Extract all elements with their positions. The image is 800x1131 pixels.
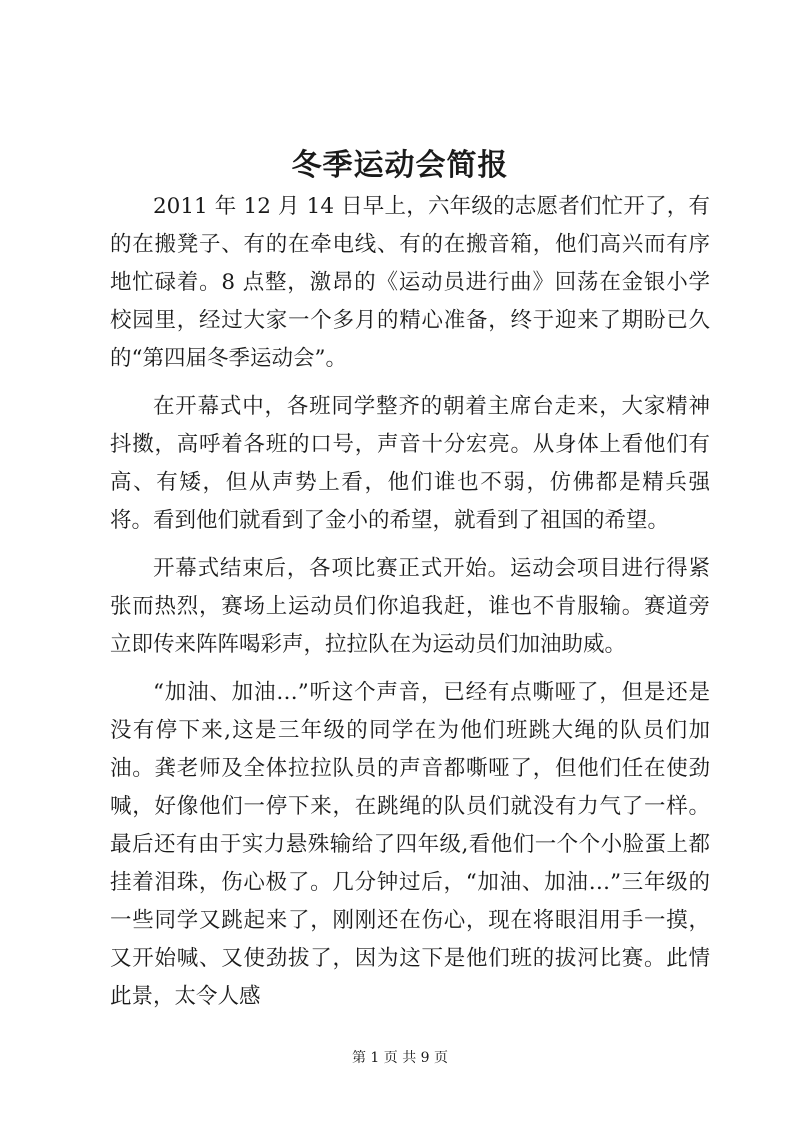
document-title: 冬季运动会简报 bbox=[291, 148, 509, 183]
paragraph-1: 2011 年 12 月 14 日早上，六年级的志愿者们忙开了，有的在搬凳子、有的在牵电线、有的在搬音箱，他们高兴而有序地忙碌着。8 点整，激昂的《运动员进行曲》回荡在金银小学校园里，经过大家一个多月的精心准备，终于迎来了期盼已久的“第四届冬季运动会”。 bbox=[110, 194, 710, 371]
paragraph-2: 在开幕式中，各班同学整齐的朝着主席台走来，大家精神抖擞，高呼着各班的口号，声音十分宏亮。从身体上看他们有高、有矮，但从声势上看，他们谁也不弱，仿佛都是精兵强将。看到他们就看到了金小的希望，就看到了祖国的希望。 bbox=[110, 394, 710, 533]
page-number-footer: 第 1 页 共 9 页 bbox=[351, 1050, 449, 1066]
paragraph-4: “加油、加油…”听这个声音，已经有点嘶哑了，但是还是没有停下来,这是三年级的同学在为他们班跳大绳的队员们加油。龚老师及全体拉拉队员的声音都嘶哑了，但他们任在使劲喊，好像他们一停下来，在跳绳的队员们就没有力气了一样。最后还有由于实力悬殊输给了四年级,看他们一个个小脸蛋上都挂着泪珠，伤心极了。几分钟过后，“加油、加油…”三年级的一些同学又跳起来了，刚刚还在伤心，现在将眼泪用手一摸，又开始喊、又使劲拔了，因为这下是他们班的拔河比赛。此情此景，太令人感 bbox=[110, 680, 710, 1009]
paragraph-3: 开幕式结束后，各项比赛正式开始。运动会项目进行得紧张而热烈，赛场上运动员们你追我赶，谁也不肯服输。赛道旁立即传来阵阵喝彩声，拉拉队在为运动员们加油助威。 bbox=[110, 556, 710, 657]
document-body bbox=[110, 188, 710, 1026]
